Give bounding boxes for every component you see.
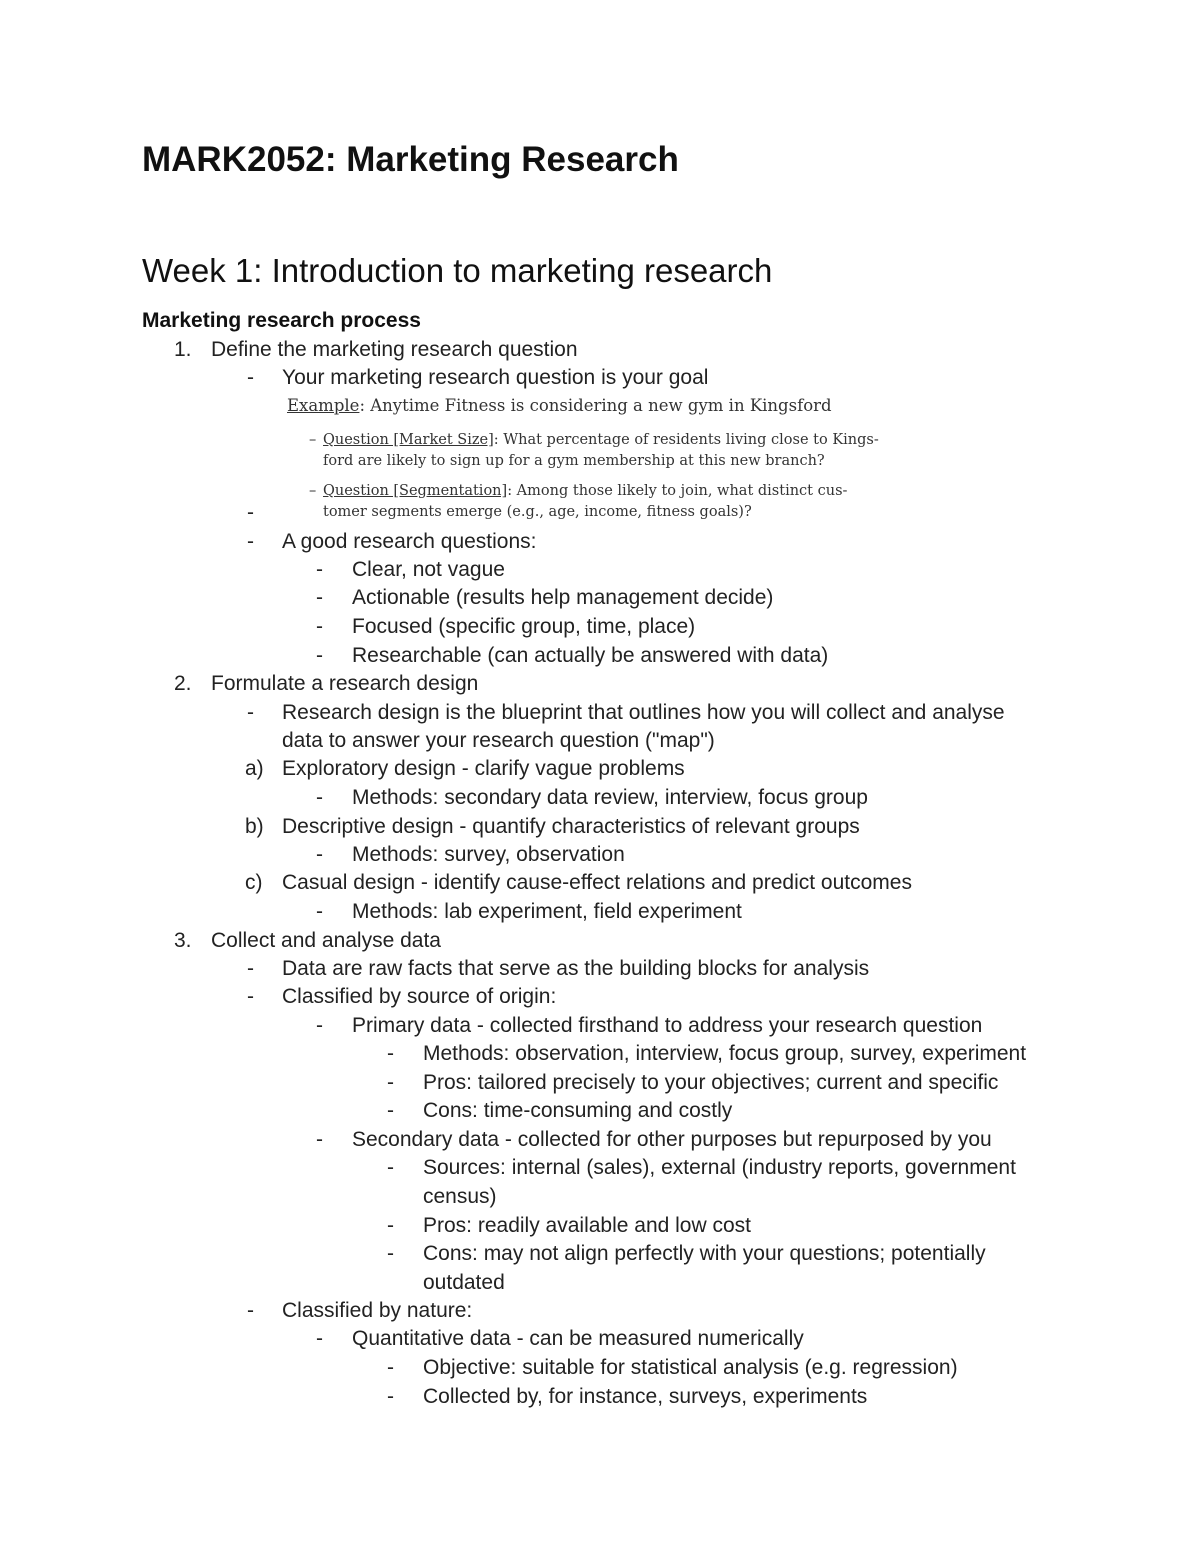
list-item-text: Cons: may not align perfectly with your questions; potentially: [423, 1242, 986, 1265]
outline-line: [0, 1240, 1200, 1268]
list-item-text: Pros: readily available and low cost: [423, 1214, 752, 1237]
list-item-text: Methods: secondary data review, interview, focus group: [352, 786, 868, 809]
list-marker: b): [245, 815, 264, 838]
list-marker: -: [316, 615, 323, 638]
list-item-text: Researchable (can actually be answered with data): [352, 644, 829, 667]
list-item-text: Clear, not vague: [352, 558, 505, 581]
list-marker: -: [247, 701, 254, 724]
list-marker: -: [387, 1242, 394, 1265]
outline-line: [0, 983, 1200, 1011]
list-item-text: Sources: internal (sales), external (industry reports, government: [423, 1156, 1016, 1179]
outline-line: [0, 364, 1200, 392]
figure-question-1-text: : What percentage of residents living close to Kings-: [493, 432, 879, 448]
list-item-text: Formulate a research design: [211, 672, 479, 695]
list-marker: -: [247, 985, 254, 1008]
list-marker: -: [387, 1385, 394, 1408]
list-item-text: Objective: suitable for statistical analysis (e.g. regression): [423, 1356, 958, 1379]
outline-line: [0, 613, 1200, 641]
list-marker: -: [316, 586, 323, 609]
list-item-text: Collect and analyse data: [211, 929, 441, 952]
list-item-text: Primary data - collected firsthand to address your research question: [352, 1014, 983, 1037]
list-item-text: Research design is the blueprint that outlines how you will collect and analyse: [282, 701, 1005, 724]
list-item-text: Actionable (results help management decide): [352, 586, 774, 609]
figure-question-1: [323, 429, 879, 451]
list-item-text: Focused (specific group, time, place): [352, 615, 696, 638]
outline-line: [0, 927, 1200, 955]
list-marker: c): [245, 871, 263, 894]
outline-line: [0, 699, 1200, 727]
list-item-text: Your marketing research question is your goal: [282, 366, 709, 389]
figure-question-2-cont: tomer segments emerge (e.g., age, income, fitness goals)?: [323, 504, 752, 520]
list-marker: 1.: [174, 338, 192, 361]
list-item-text: Methods: lab experiment, field experiment: [352, 900, 742, 923]
list-marker: -: [387, 1356, 394, 1379]
outline-line: [0, 1383, 1200, 1411]
figure-question-2-text: : Among those likely to join, what distinct cus-: [507, 483, 848, 499]
list-item-text: Methods: survey, observation: [352, 843, 625, 866]
list-marker: -: [247, 501, 254, 524]
outline-line: [0, 1212, 1200, 1240]
figure-question-2: [323, 480, 847, 502]
outline-line: [0, 755, 1200, 783]
outline-line: [0, 1097, 1200, 1125]
list-marker: -: [247, 530, 254, 553]
list-marker: -: [247, 957, 254, 980]
outline-line: [0, 869, 1200, 897]
list-marker: -: [247, 366, 254, 389]
list-item-text: Secondary data - collected for other purposes but repurposed by you: [352, 1128, 992, 1151]
figure-example-line: [287, 396, 832, 415]
outline-line: [0, 1325, 1200, 1353]
section-heading: Marketing research process: [142, 309, 421, 332]
example-figure: [287, 394, 879, 522]
outline-line: [0, 1040, 1200, 1068]
list-marker: -: [387, 1214, 394, 1237]
list-item-text: Exploratory design - clarify vague problems: [282, 757, 685, 780]
list-item-text: Descriptive design - quantify characteristics of relevant groups: [282, 815, 860, 838]
list-marker: -: [316, 558, 323, 581]
list-marker: -: [316, 644, 323, 667]
outline-line: [0, 1269, 1200, 1297]
figure-example-text: : Anytime Fitness is considering a new gym in Kingsford: [359, 396, 832, 415]
outline-line: [0, 784, 1200, 812]
outline-line: [0, 670, 1200, 698]
outline-line: [0, 336, 1200, 364]
list-marker: 3.: [174, 929, 192, 952]
list-item-text: Data are raw facts that serve as the building blocks for analysis: [282, 957, 870, 980]
outline-line: [0, 1126, 1200, 1154]
list-item-text: Pros: tailored precisely to your objectives; current and specific: [423, 1071, 999, 1094]
list-marker: -: [316, 1327, 323, 1350]
figure-question-1-cont: ford are likely to sign up for a gym membership at this new branch?: [323, 453, 825, 469]
week-heading: Week 1: Introduction to marketing research: [142, 252, 773, 289]
outline-line: [0, 1354, 1200, 1382]
outline-line: [0, 841, 1200, 869]
figure-dash: –: [309, 483, 317, 499]
outline-line: [0, 1183, 1200, 1211]
list-marker: -: [316, 786, 323, 809]
list-item-text: A good research questions:: [282, 530, 537, 553]
list-item-text: Classified by source of origin:: [282, 985, 557, 1008]
list-marker: -: [387, 1099, 394, 1122]
outline-line: [0, 813, 1200, 841]
outline-line: [0, 556, 1200, 584]
figure-example-label: Example: [287, 396, 360, 415]
outline-line: [0, 1297, 1200, 1325]
outline-line: [0, 955, 1200, 983]
list-item-text: census): [423, 1185, 497, 1208]
list-item-text: Quantitative data - can be measured numerically: [352, 1327, 804, 1350]
list-marker: -: [387, 1156, 394, 1179]
outline-line: [0, 727, 1200, 755]
list-item-text: Casual design - identify cause-effect relations and predict outcomes: [282, 871, 912, 894]
list-marker: -: [387, 1042, 394, 1065]
list-marker: -: [247, 1299, 254, 1322]
figure-dash: –: [309, 432, 317, 448]
outline-line: [0, 1154, 1200, 1182]
list-marker: -: [316, 1128, 323, 1151]
list-marker: a): [245, 757, 264, 780]
list-item-text: Cons: time-consuming and costly: [423, 1099, 733, 1122]
outline-line: [0, 1069, 1200, 1097]
outline-line: [0, 642, 1200, 670]
outline-line: [0, 528, 1200, 556]
list-item-text: outdated: [423, 1271, 505, 1294]
list-item-text: Define the marketing research question: [211, 338, 578, 361]
list-item-text: Methods: observation, interview, focus group, survey, experiment: [423, 1042, 1027, 1065]
outline-line: [0, 1012, 1200, 1040]
outline-line: [0, 584, 1200, 612]
figure-question-1-label: Question [Market Size]: [323, 432, 494, 448]
list-marker: 2.: [174, 672, 192, 695]
list-marker: -: [316, 900, 323, 923]
document-title: MARK2052: Marketing Research: [142, 140, 679, 179]
list-marker: -: [316, 1014, 323, 1037]
figure-question-2-label: Question [Segmentation]: [323, 483, 508, 499]
list-item-text: data to answer your research question ("map"): [282, 729, 715, 752]
list-item-text: Collected by, for instance, surveys, experiments: [423, 1385, 868, 1408]
list-item-text: Classified by nature:: [282, 1299, 473, 1322]
outline-line: [0, 898, 1200, 926]
list-marker: -: [316, 843, 323, 866]
list-marker: -: [387, 1071, 394, 1094]
